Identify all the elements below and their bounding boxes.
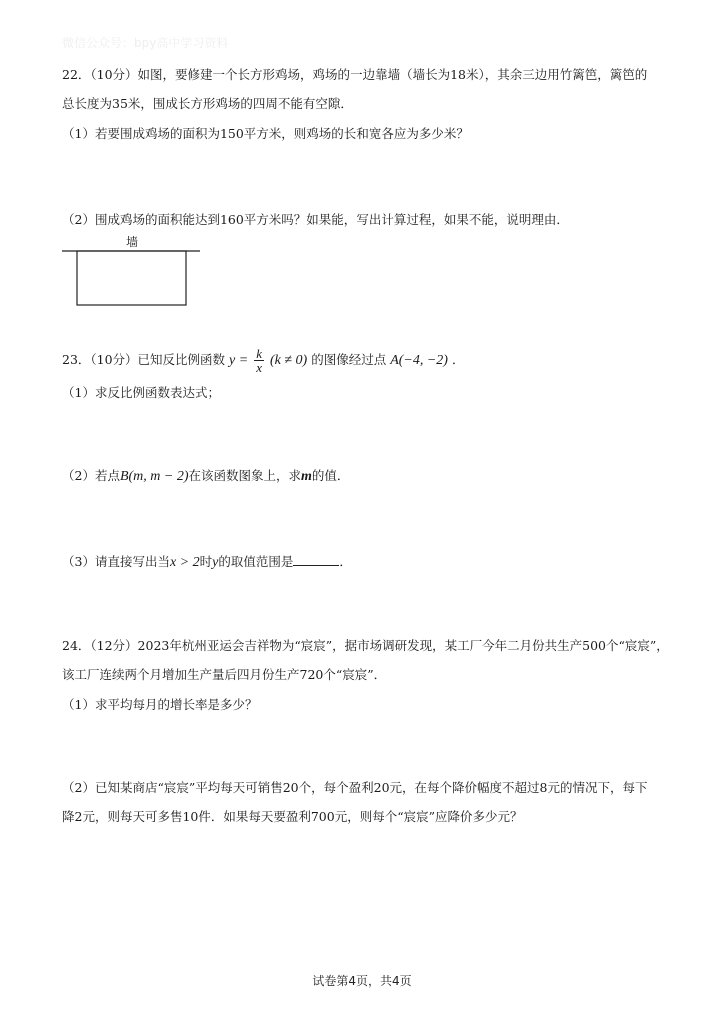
q23-part3: [62, 553, 352, 571]
yard-rectangle: [77, 251, 186, 305]
q24-intro-line1: 24．（12分）2023年杭州亚运会吉祥物为“宸宸”，据市场调研发现，某工厂今年二月份共生产500个“宸宸”，: [62, 638, 669, 653]
q23-part2-prefix: （2）若点: [62, 468, 120, 483]
q24-part2-line1: （2）已知某商店“宸宸”平均每天可销售20个，每个盈利20元，在每个降价幅度不超过8元的情况下，每下: [62, 780, 648, 795]
q23-part2-middle: 在该函数图象上，求: [188, 468, 302, 483]
q23-part3-cond: x > 2: [169, 555, 200, 570]
q22-intro-line1: 22．（10分）如图，要修建一个长方形鸡场，鸡场的一边靠墙（墙长为18米），其余三边用竹篱笆，篱笆的: [62, 67, 648, 82]
q22-part1: （1）若要围成鸡场的面积为150平方米，则鸡场的长和宽各应为多少米？: [62, 126, 469, 141]
q23-part2: [62, 468, 349, 485]
q23-part3-var: y: [212, 555, 219, 570]
q23-part1: （1）求反比例函数表达式；: [62, 385, 220, 400]
q23-point-b: B(m, m − 2): [119, 469, 189, 484]
q23-point-a: A(−4, −2): [390, 353, 448, 368]
q23-part3-prefix: （3）请直接写出当: [62, 554, 170, 569]
watermark: 微信公众号：bpy高中学习资料: [62, 36, 229, 50]
q23-part3-mid: 时: [199, 554, 213, 569]
q23-part3-end: ．: [339, 554, 352, 569]
chicken-yard-figure: [60, 232, 210, 312]
q24-part2-line2: 降2元，则每天可多售10件．如果每天要盈利700元，则每个“宸宸”应降价多少元？: [62, 809, 523, 824]
answer-blank[interactable]: [293, 553, 339, 566]
q23-prefix: 23．（10分）已知反比例函数: [62, 352, 226, 367]
q23-part2-suffix: 的值．: [311, 468, 350, 483]
q23-middle: 的图像经过点: [311, 352, 387, 367]
q24-part1: （1）求平均每月的增长率是多少？: [62, 697, 258, 712]
wall-label: 墙: [126, 235, 139, 249]
q23-frac-den: x: [256, 360, 262, 375]
q23-suffix: ．: [451, 352, 465, 367]
q23-frac-num: k: [256, 346, 262, 361]
q23-intro: [62, 346, 464, 375]
q23-condition: (k ≠ 0): [269, 353, 308, 368]
q24-intro-line2: 该工厂连续两个月增加生产量后四月份生产720个“宸宸”．: [62, 667, 387, 682]
q23-part2-var: m: [301, 469, 312, 484]
q23-part3-suffix: 的取值范围是: [218, 554, 294, 569]
q22-part2: （2）围成鸡场的面积能达到160平方米吗？如果能，写出计算过程，如果不能，说明理由．: [62, 212, 569, 227]
q23-y-eq: y =: [229, 353, 249, 368]
q23-fraction: [254, 347, 264, 374]
page-footer: 试卷第4页，共4页: [312, 974, 412, 988]
q22-intro-line2: 总长度为35米，围成长方形鸡场的四周不能有空隙．: [62, 96, 353, 111]
